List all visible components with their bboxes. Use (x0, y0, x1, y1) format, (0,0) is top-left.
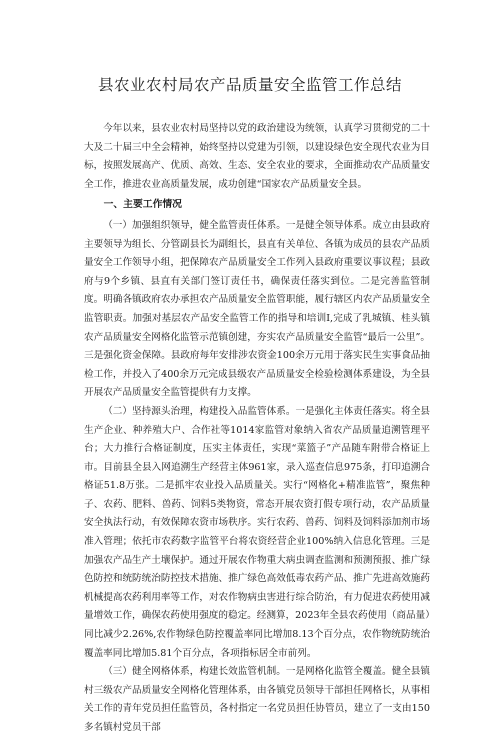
paragraph-grid-system: （三）健全网格体系，构建长效监管机制。一是网格化监管全覆盖。健全县镇村三级农产品质量安全网格化管理体系，由各镇党员领导干部担任网格长，从事相关工作的青年党员担任监管员，各村指定一名党员担任协管员，建立了一支由150多名镇村党员干部 (84, 666, 430, 733)
section-heading: 一、主要工作情况 (103, 199, 182, 211)
document-body (84, 120, 430, 738)
intro-paragraph: 今年以来，县农业农村局坚持以党的政治建设为统领，认真学习贯彻党的二十大及二十届三中全会精神，始终坚持以党建为引领，以建设绿色安全现代农业为目标，按照发展高产、优质、高效、生态、安全农业的要求，全面推动农产品质量安全工作，推进农业高质量发展，成功创建“国家农产品质量安全县。 (84, 123, 430, 190)
document-title: 县农业农村局农产品质量安全监管工作总结 (97, 76, 402, 94)
paragraph-source-governance: （二）坚持源头治理，构建投入品监管体系。一是强化主体责任落实。将全县生产企业、种养殖大户、合作社等1014家监管对象纳入省农产品质量追溯管理平台；大力推行合格证制度，压实主体责任，实现“菜篮子”产品随车附带合格证上市。目前县全县入网追溯生产经营主体961家，录入巡查信息975条，打印追溯合格证51.8万张。二是抓牢农业投入品质量关。实行“网格化+精准监管”，聚焦种子、农药、肥料、兽药、饲料5类物资，常态开展农资打假专项行动，农产品质量安全执法行动，有效保障农资市场秩序。实行农药、兽药、饲料及饲料添加剂市场准入管理；依托市农药数字监管平台将农资经营企业100%纳入信息化管理。三是加强农产品生产土壤保护。通过开展农作物重大病虫调查监测和预测预报、推广绿色防控和统防统治防控技术措施、推广绿色高效低毒农药产品、推广先进高效施药机械提高农药利用率等工作，对农作物病虫害进行综合防治，有力促进农药使用减量增效工作，确保农药使用强度的稳定。经测算，2023年全县农药使用（商品量）同比减少2.26%,农作物绿色防控覆盖率同比增加8.13个百分点，农作物统防统治覆盖率同比增加5.81个百分点，各项指标居全市前列。 (84, 405, 430, 659)
paragraph-organization: （一）加强组织领导，健全监管责任体系。一是健全领导体系。成立由县政府主要领导为组长、分管副县长为副组长，县直有关单位、各镇为成员的县农产品质量安全工作领导小组，把保障农产品质量安全工作列入县政府重要议事议程；县政府与9个乡镇、县直有关部门签订责任书，确保责任落实到位。二是完善监管制度。明确各镇政府农办承担农产品质量安全监管职能，履行辖区内农产品质量安全监管职责。加强对基层农产品安全监管工作的指导和培训I,完成了乳城镇、桂头镇农产品质量安全网格化监管示范镇创建，夯实农产品质量安全监管“最后一公里”。三是强化资金保障。县政府每年安排涉农资金100余万元用于落实民生实事食品抽检工作，并投入了400余万元完成县级农产品质量安全检验检测体系建设，为全县开展农产品质量安全监管提供有力支撑。 (84, 219, 430, 399)
